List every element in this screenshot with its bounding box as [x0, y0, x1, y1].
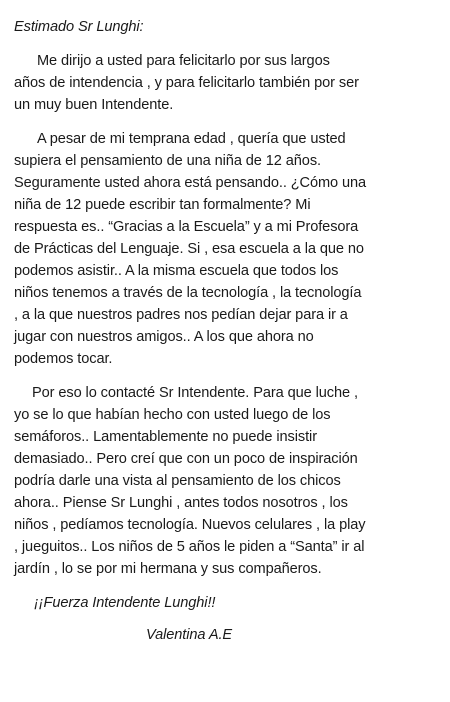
paragraph-line: ahora.. Piense Sr Lunghi , antes todos nosotros , los [14, 495, 348, 511]
paragraph-line: Me dirijo a usted para felicitarlo por sus largos [37, 53, 330, 69]
paragraph-line: podemos asistir.. A la misma escuela que todos los [14, 263, 339, 279]
paragraph-line: semáforos.. Lamentablemente no puede insistir [14, 429, 317, 445]
paragraph-line: demasiado.. Pero creí que con un poco de inspiración [14, 451, 358, 467]
paragraph-line: , a la que nuestros padres nos pedían dejar para ir a [14, 307, 348, 323]
paragraph-line: podría darle una vista al pensamiento de los chicos [14, 473, 341, 489]
paragraph-line: respuesta es.. “Gracias a la Escuela” y a mi Profesora [14, 219, 359, 235]
paragraph-line: yo se lo que habían hecho con usted luego de los [14, 407, 331, 423]
paragraph-line: , jueguitos.. Los niños de 5 años le piden a “Santa” ir al [14, 539, 365, 555]
paragraph-line: niños tenemos a través de la tecnología , la tecnología [14, 285, 362, 301]
paragraph-line: jardín , lo se por mi hermana y sus compañeros. [14, 561, 322, 577]
signature: Valentina A.E [146, 627, 233, 643]
paragraph-line: niños , pedíamos tecnología. Nuevos celulares , la play [14, 517, 366, 533]
paragraph-line: supiera el pensamiento de una niña de 12 años. [14, 153, 321, 169]
paragraph-line: niña de 12 puede escribir tan formalmente? Mi [14, 197, 311, 213]
paragraph-line: Seguramente usted ahora está pensando.. ¿Cómo una [14, 175, 367, 191]
paragraph-line: jugar con nuestros amigos.. A los que ahora no [14, 329, 314, 345]
paragraph-line: podemos tocar. [14, 351, 113, 367]
paragraph-line: A pesar de mi temprana edad , quería que usted [37, 131, 346, 147]
greeting: Estimado Sr Lunghi: [14, 19, 144, 35]
paragraph-line: un muy buen Intendente. [14, 97, 174, 113]
paragraph-line: años de intendencia , y para felicitarlo también por ser [14, 75, 359, 91]
closing-line: ¡¡Fuerza Intendente Lunghi!! [34, 595, 216, 611]
paragraph-line: Por eso lo contacté Sr Intendente. Para que luche , [32, 385, 358, 401]
paragraph-line: de Prácticas del Lenguaje. Si , esa escuela a la que no [14, 241, 364, 257]
